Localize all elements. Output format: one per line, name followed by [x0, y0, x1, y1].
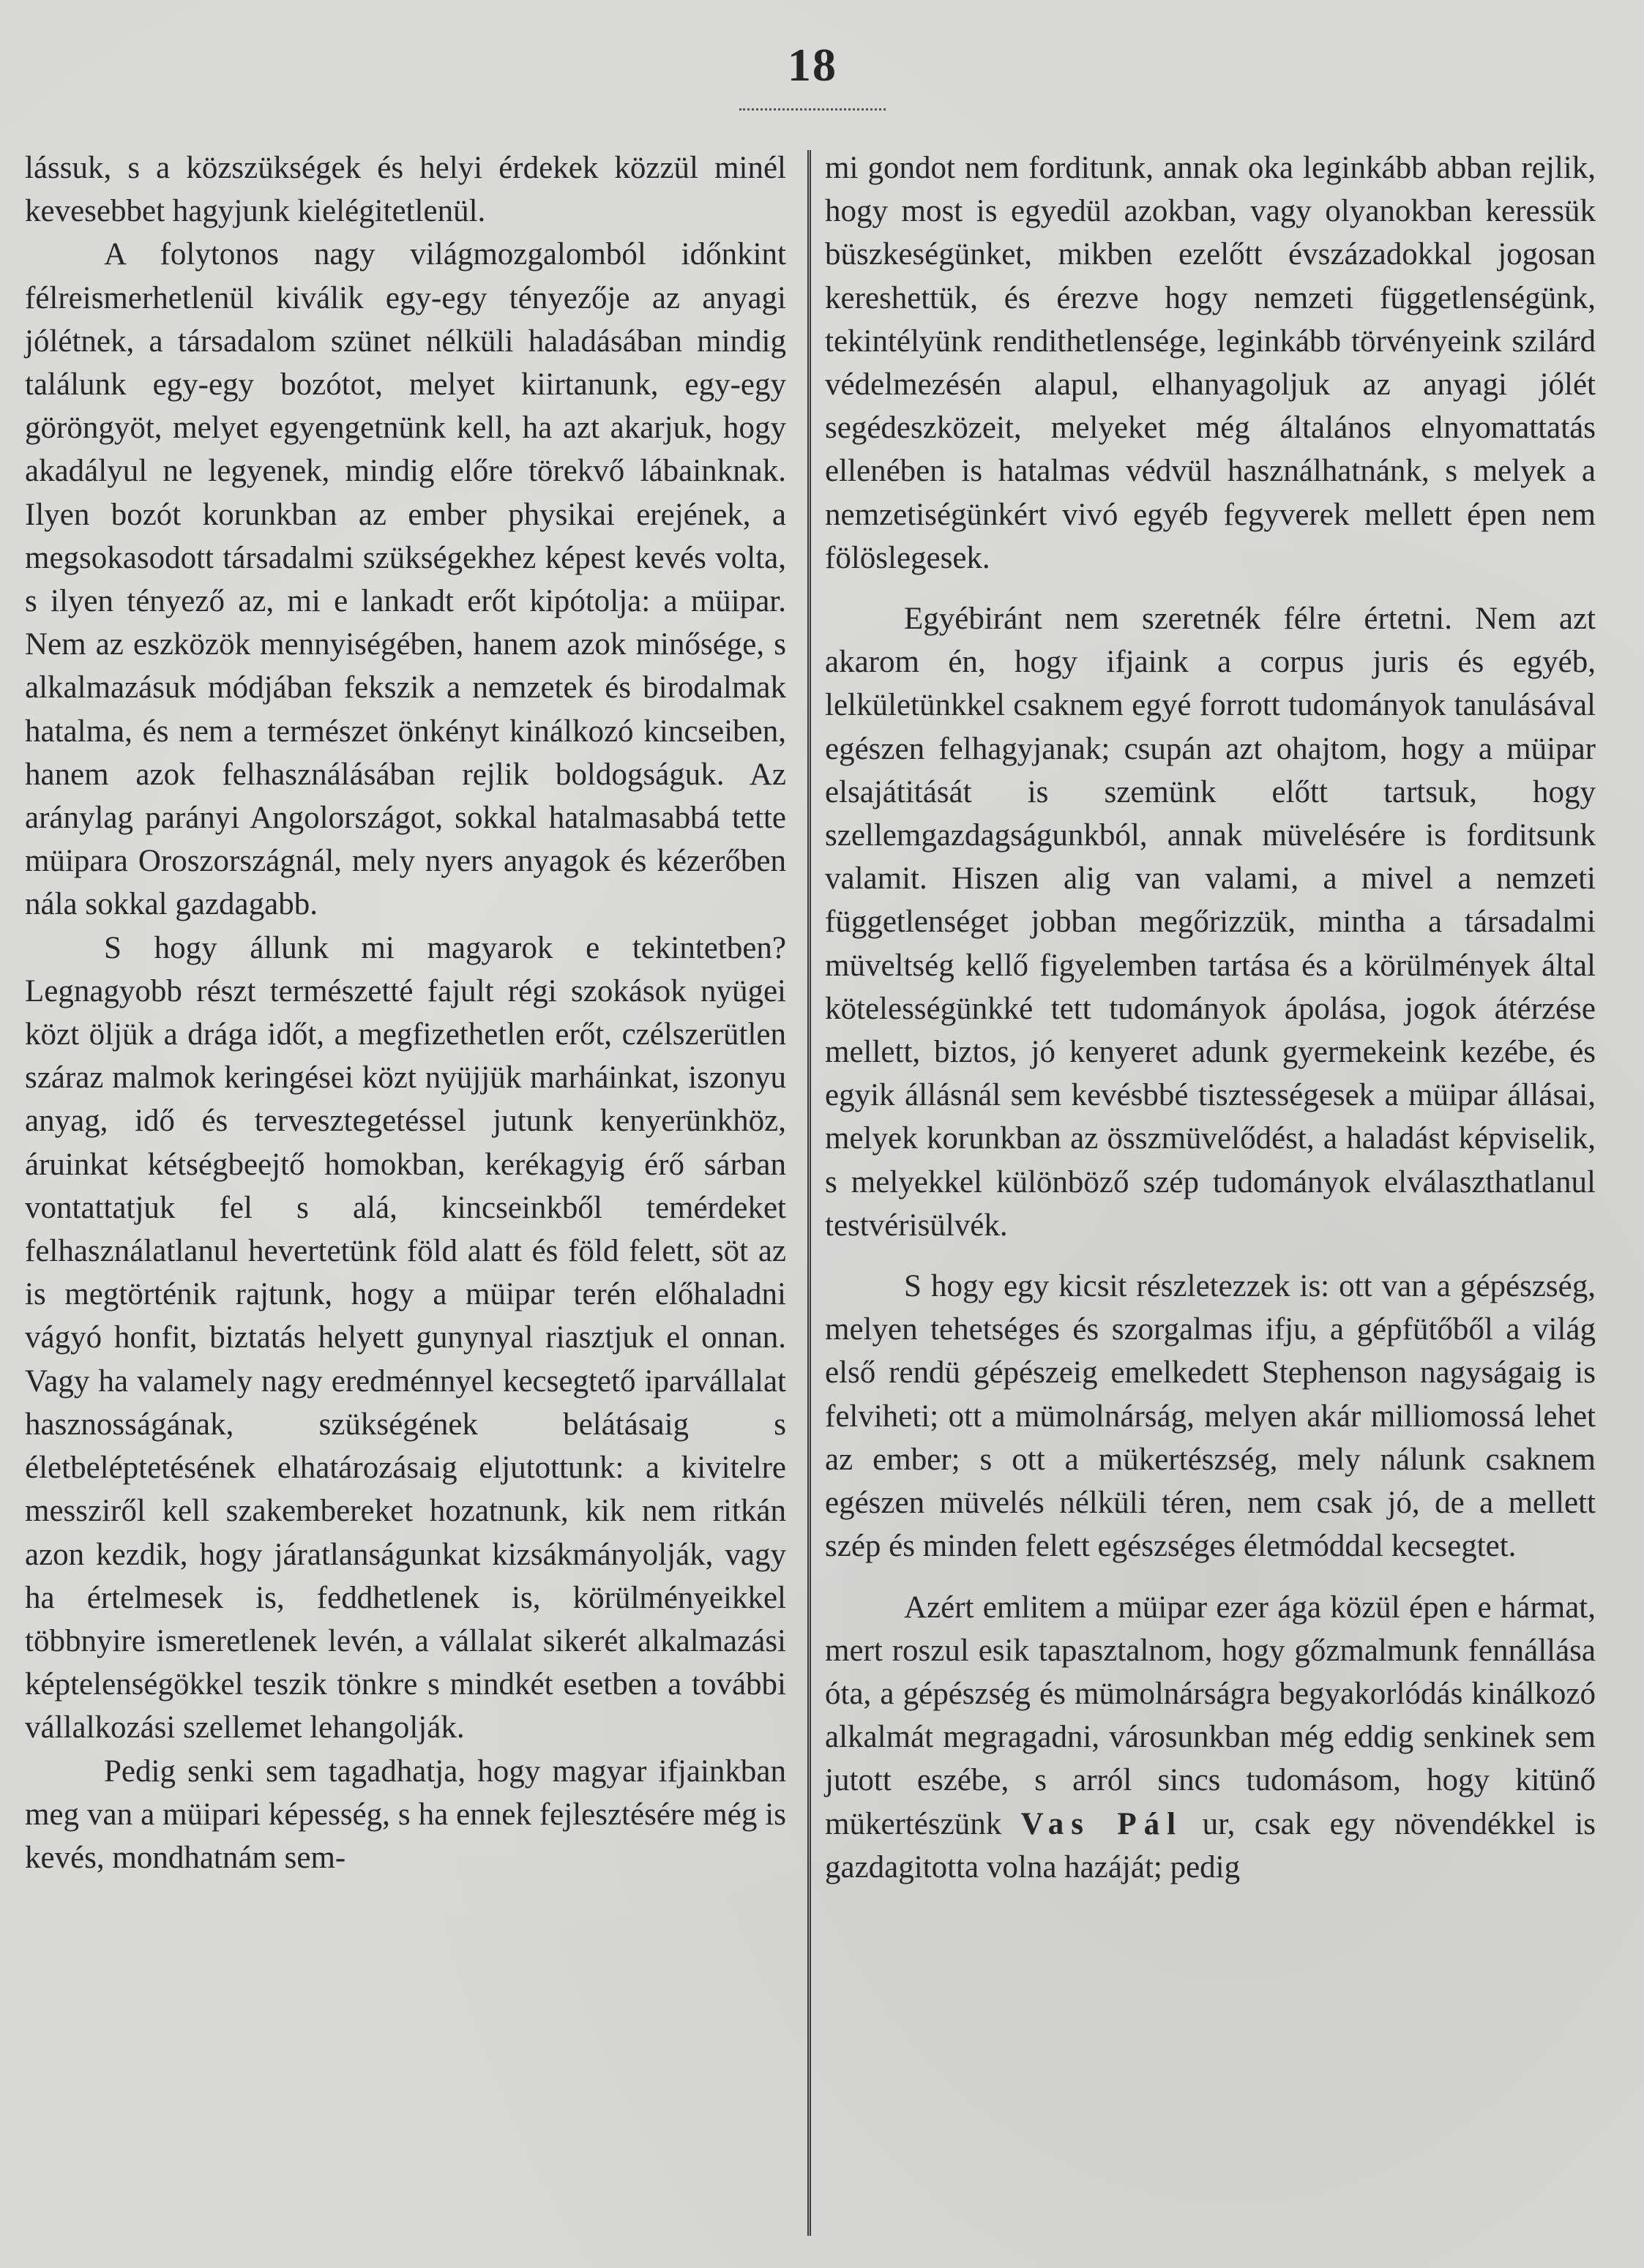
paragraph: S hogy egy kicsit részletezzek is: ott van a gépészség, melyen tehetséges és szorgalmas ifju, a gépfütőből a világ első rendü gépészeig emelkedett Stephenson nagyságaig is felviheti; ott a mümolnárság, melyen akár milliomossá lehet az ember; s ott a mükertészség, mely nálunk csaknem egészen müvelés nélküli téren, nem csak jó, de a mellett szép és minden felett egészséges életmóddal kecsegtet. [825, 1269, 1596, 1564]
page-number-ornament [739, 102, 886, 111]
paragraph: Pedig senki sem tagadhatja, hogy magyar ifjainkban meg van a müipari képesség, s ha ennek fejlesztésére még is kevés, mondhatnám sem- [25, 1754, 786, 1875]
left-column [25, 146, 786, 1879]
paragraph: A folytonos nagy világmozgalomból időnkint félreismerhetlenül kiválik egy-egy tényezője az anyagi jólétnek, a társadalom szünet nélküli haladásában mindig találunk egy-egy bozótot, melyet kiirtanunk, egy-egy göröngyöt, melyet egyengetnünk kell, ha azt akarjuk, hogy akadályul ne legyenek, mindig előre törekvő lábainknak. Ilyen bozót korunkban az ember physikai erejének, a megsokasodott társadalmi szükségekhez képest kevés volta, s ilyen tényező az, mi e lankadt erőt kipótolja: a müipar. Nem az eszközök mennyiségében, hanem azok minősége, s alkalmazásuk módjában fekszik a nemzetek és birodalmak hatalma, és nem a természet önkényt kinálkozó kincseiben, hanem azok felhasználásában rejlik boldogságuk. Az aránylag parányi Angolországot, sokkal hatalmasabbá tette müipara Oroszországnál, mely nyers anyagok és kézerőben nála sokkal gazdagabb. [25, 237, 786, 922]
paragraph [825, 1586, 1596, 1889]
right-column [825, 146, 1596, 1889]
person-name: Vas Pál [1020, 1806, 1184, 1841]
paragraph: mi gondot nem forditunk, annak oka leginkább abban rejlik, hogy most is egyedül azokban, vagy olyanokban keressük büszkeségünket, mikben ezelőtt évszázadokkal jogosan kereshettük, és érezve hogy nemzeti függetlenségünk, tekintélyünk rendithetlensége, leginkább törvényeink szilárd védelmezésén alapul, elhanyagoljuk az anyagi jólét segédeszközeit, melyeket még általános elnyomattatás ellenében is hatalmas védvül használhatnánk, s melyek a nemzetiségünkért vivó egyéb fegyverek mellett épen nem fölöslegesek. [825, 151, 1596, 575]
page-number: 18 [788, 39, 837, 91]
paragraph: Egyébiránt nem szeretnék félre értetni. Nem azt akarom én, hogy ifjaink a corpus juris és egyéb, lelkületünkkel csaknem egyé forrott tudományok tanulásával egészen felhagyjanak; csupán azt ohajtom, hogy a müipar elsajátitását is szemünk előtt tartsuk, hogy szellemgazdagságunkból, annak müvelésére is forditsunk valamit. Hiszen alig van valami, a mivel a nemzeti függetlenséget jobban megőrizzük, mintha a társadalmi müveltség kellő figyelemben tartása és a körülmények által kötelességünkké tett tudományok ápolása, jogok átérzése mellett, biztos, jó kenyeret adunk gyermekeink kezébe, és egyik állásnál sem kevésbbé tisztességesek a müipar állásai, melyek korunkban az összmüvelődést, a haladást képviselik, s melyekkel különböző szép tudományok elválaszthatlanul testvérisülvék. [825, 602, 1596, 1243]
paragraph-text: ur, csak egy növendékkel is gazdagitotta volna hazáját; pedig [825, 1806, 1596, 1885]
paragraph: S hogy állunk mi magyarok e tekintetben? Legnagyobb részt természetté fajult régi szokások nyügei közt öljük a drága időt, a megfizethetlen erőt, czélszerütlen száraz malmok keringései közt nyüjjük marháinkat, iszonyu anyag, idő és tervesztegetéssel jutunk kenyerünkhöz, áruinkat kétségbeejtő homokban, kerékagyig érő sárban vontattatjuk fel s alá, kincseinkből temérdeket felhasználatlanul hevertetünk föld alatt és föld felett, söt az is megtörténik rajtunk, hogy a müipar terén előhaladni vágyó honfit, biztatás helyett gunynyal riasztjuk el onnan. Vagy ha valamely nagy eredménnyel kecsegtető iparvállalat hasznosságának, szükségének belátásaig s életbeléptetésének elhatározásaig eljutottunk: a kivitelre messziről kell szakembereket hozatnunk, kik nem ritkán azon kezdik, hogy járatlanságunkat kizsákmányolják, vagy ha értelmesek is, feddhetlenek is, körülményeikkel többnyire ismeretlenek levén, a vállalat sikerét alkalmazási képtelenségökkel teszik tönkre s mindkét esetben a további vállalkozási szellemet lehangolják. [25, 930, 786, 1745]
paragraph: lássuk, s a közszükségek és helyi érdekek közzül minél kevesebbet hagyjunk kielégitetlenül. [25, 151, 786, 229]
column-divider [807, 150, 811, 2236]
paragraph-text: Azért emlitem a müipar ezer ága közül épen e hármat, mert roszul esik tapasztalnom, hogy gőzmalmunk fennállása óta, a gépészség és mümolnárságra begyakorlódás kinálkozó alkalmát megragadni, városunkban még eddig senkinek sem jutott eszébe, s arról sincs tudomásom, hogy kitünő mükertészünk [825, 1590, 1596, 1841]
